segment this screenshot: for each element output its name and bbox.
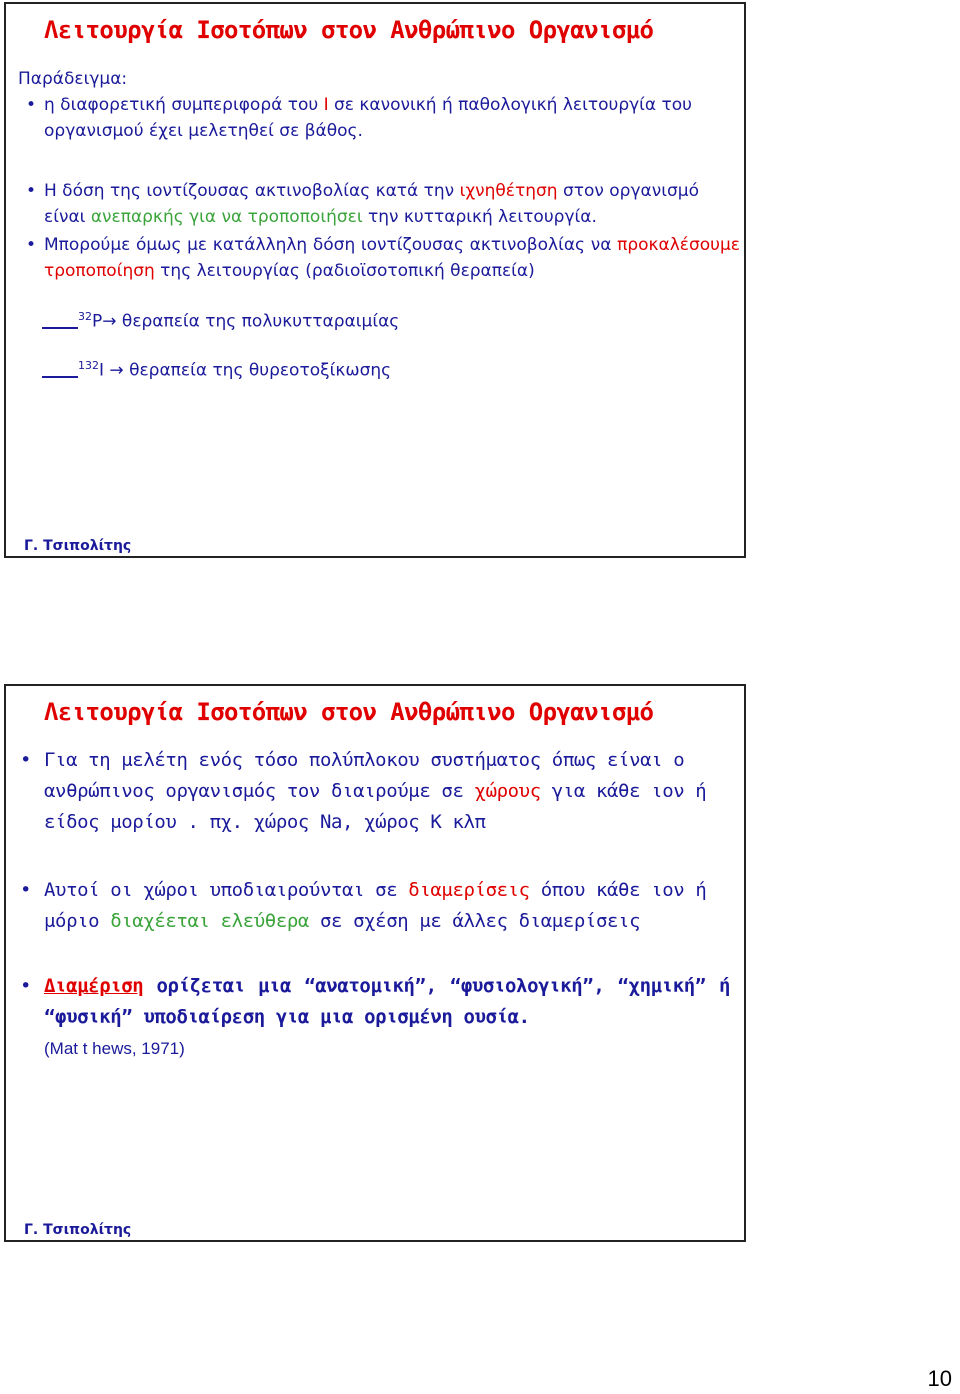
bullet-icon: • [26,95,37,115]
arrow-right-icon: → [102,311,117,332]
bullet-icon: • [20,975,32,997]
dash-icon [42,376,78,378]
slide-2-bullet-2: Αυτοί οι χώροι υποδιαιρούνται σε διαμερίσεις όπου κάθε ιον ή μόριο διαχέεται ελεύθερα σε σχέση με άλλες διαμερίσεις [44,879,707,932]
slide-2-title: Λειτουργία Ισοτόπων στον Ανθρώπινο Οργανισμό [44,698,654,726]
therapy-item-p32: $^{32}$P→ θεραπεία της πολυκυτταραιμίας [78,310,400,332]
slide-1-title: Λειτουργία Ισοτόπων στον Ανθρώπινο Οργανισμό [44,16,654,44]
slide-1-bullet-2: Η δόση της ιοντίζουσας ακτινοβολίας κατά την ιχνηθέτηση στον οργανισμό είναι ανεπαρκής για να τροποποιήσει την κυτταρική λειτουργία. [44,181,699,227]
bullet-icon: • [26,235,37,255]
therapy-item-i132: $^{132}$I → θεραπεία της θυρεοτοξίκωσης [78,359,392,381]
arrow-right-icon: → [109,360,124,381]
slide-1-bullet-1: η διαφορετική συμπεριφορά του I σε κανονική ή παθολογική λειτουργία του οργανισμού έχει μελετηθεί σε βάθος. [44,95,693,141]
dash-icon [42,327,78,329]
slide-2-footer: Γ. Τσιπολίτης [24,1222,132,1238]
slide-2-bullet-3: Διαμέριση ορίζεται μια “ανατομική”, “φυσιολογική”, “χημική” ή “φυσική” υποδιαίρεση για μια ορισμένη ουσία. (Mat t hews, 1971) [44,975,730,1058]
bullet-icon: • [20,749,32,771]
example-label: Παράδειγμα: [18,69,128,89]
citation: (Mat t hews, 1971) [44,1039,185,1058]
slide-2 [4,684,746,1242]
slide-1-footer: Γ. Τσιπολίτης [24,538,132,554]
slide-1-bullet-3: Μπορούμε όμως με κατάλληλη δόση ιοντίζουσας ακτινοβολίας να προκαλέσουμε τροποποίηση της λειτουργίας (ραδιοϊσοτοπική θεραπεία) [44,235,740,281]
page-number: 10 [927,1366,952,1391]
bullet-icon: • [26,181,37,201]
slide-2-bullet-1: Για τη μελέτη ενός τόσο πολύπλοκου συστήματος όπως είναι ο ανθρώπινος οργανισμός τον διαιρούμε σε χώρους για κάθε ιον ή είδος μορίου . πχ. χώρος Na, χώρος K κλπ [44,749,707,833]
bullet-icon: • [20,879,32,901]
term-diamerisi: Διαμέριση [44,975,144,997]
slide-1 [4,2,746,558]
